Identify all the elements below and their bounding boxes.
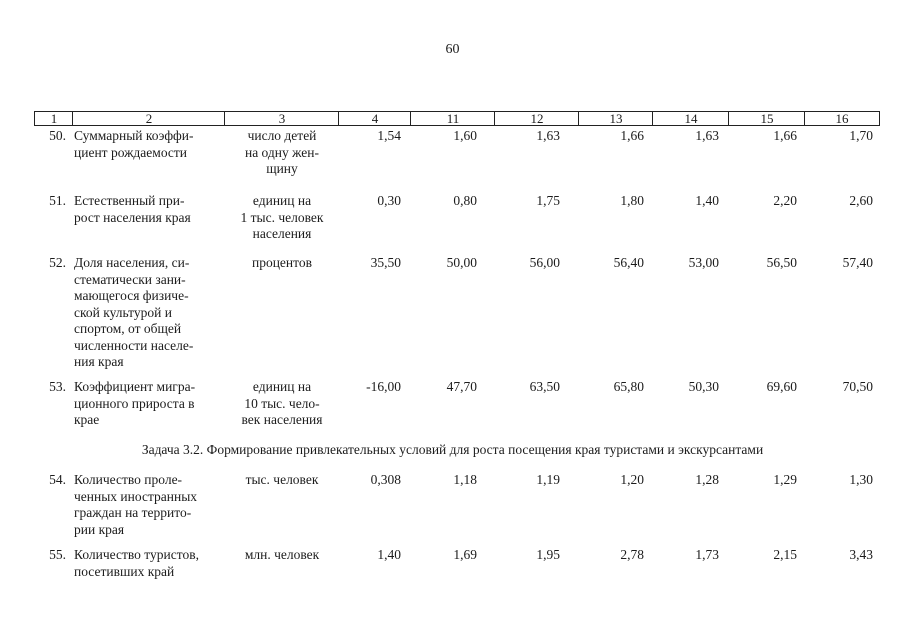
value-cell: 1,60 — [453, 128, 477, 143]
row-number: 50. — [49, 128, 66, 143]
value-cell: 47,70 — [446, 379, 477, 394]
header-cell: 13 — [609, 111, 623, 126]
value-cell: 0,30 — [377, 193, 401, 208]
indicator-name: Количество проле- ченных иностранных граждан на террито- рии края — [74, 472, 198, 537]
page-number: 60 — [445, 42, 460, 57]
row-number: 54. — [49, 472, 66, 487]
value-cell: 56,50 — [766, 255, 797, 270]
header-cell: 4 — [371, 111, 379, 126]
header-divider — [224, 111, 225, 126]
unit-of-measure: процентов — [251, 255, 312, 270]
header-divider — [652, 111, 653, 126]
header-divider — [72, 111, 73, 126]
value-cell: 1,19 — [536, 472, 560, 487]
header-cell: 16 — [835, 111, 849, 126]
row-number: 53. — [49, 379, 66, 394]
value-cell: 1,20 — [620, 472, 644, 487]
value-cell: 1,29 — [773, 472, 797, 487]
value-cell: 70,50 — [842, 379, 873, 394]
header-divider — [410, 111, 411, 126]
value-cell: 1,40 — [695, 193, 719, 208]
unit-of-measure: единиц на 1 тыс. человек населения — [240, 193, 324, 241]
unit-of-measure: млн. человек — [244, 547, 320, 562]
header-cell: 3 — [278, 111, 286, 126]
unit-of-measure: тыс. человек — [245, 472, 319, 487]
value-cell: 56,00 — [529, 255, 560, 270]
value-cell: 0,308 — [370, 472, 401, 487]
value-cell: 1,66 — [773, 128, 797, 143]
value-cell: 3,43 — [849, 547, 873, 562]
header-cell: 11 — [446, 111, 460, 126]
value-cell: 2,60 — [849, 193, 873, 208]
header-divider — [338, 111, 339, 126]
value-cell: 1,54 — [377, 128, 401, 143]
value-cell: 0,80 — [453, 193, 477, 208]
value-cell: 1,75 — [536, 193, 560, 208]
value-cell: 1,40 — [377, 547, 401, 562]
table-header-row — [34, 111, 880, 126]
value-cell: 69,60 — [766, 379, 797, 394]
header-divider — [578, 111, 579, 126]
header-cell: 12 — [530, 111, 544, 126]
value-cell: 1,73 — [695, 547, 719, 562]
value-cell: 1,95 — [536, 547, 560, 562]
value-cell: 1,69 — [453, 547, 477, 562]
value-cell: -16,00 — [366, 379, 401, 394]
value-cell: 65,80 — [613, 379, 644, 394]
value-cell: 1,63 — [695, 128, 719, 143]
row-number: 51. — [49, 193, 66, 208]
header-divider — [728, 111, 729, 126]
value-cell: 63,50 — [529, 379, 560, 394]
value-cell: 1,30 — [849, 472, 873, 487]
indicator-name: Количество туристов, посетивших край — [74, 547, 199, 579]
value-cell: 35,50 — [370, 255, 401, 270]
value-cell: 1,80 — [620, 193, 644, 208]
value-cell: 1,28 — [695, 472, 719, 487]
header-divider — [494, 111, 495, 126]
indicator-name: Суммарный коэффи- циент рождаемости — [74, 128, 194, 160]
indicator-name: Естественный при- рост населения края — [74, 193, 191, 225]
value-cell: 53,00 — [688, 255, 719, 270]
value-cell: 56,40 — [613, 255, 644, 270]
header-cell: 1 — [50, 111, 58, 126]
value-cell: 50,00 — [446, 255, 477, 270]
value-cell: 2,78 — [620, 547, 644, 562]
value-cell: 1,18 — [453, 472, 477, 487]
header-cell: 15 — [760, 111, 774, 126]
header-cell: 14 — [684, 111, 698, 126]
value-cell: 1,66 — [620, 128, 644, 143]
value-cell: 2,15 — [773, 547, 797, 562]
value-cell: 1,63 — [536, 128, 560, 143]
row-number: 55. — [49, 547, 66, 562]
value-cell: 2,20 — [773, 193, 797, 208]
unit-of-measure: число детей на одну жен- щину — [244, 128, 320, 176]
unit-of-measure: единиц на 10 тыс. чело- век населения — [241, 379, 323, 427]
value-cell: 50,30 — [688, 379, 719, 394]
indicator-name: Доля населения, си- стематически зани- мающегося физиче- ской культурой и спортом, от общей численности населе- ния края — [74, 255, 194, 369]
row-number: 52. — [49, 255, 66, 270]
value-cell: 57,40 — [842, 255, 873, 270]
indicator-name: Коэффициент мигра- ционного прироста в крае — [74, 379, 196, 427]
section-title: Задача 3.2. Формирование привлекательных условий для роста посещения края туристами и экскурсантами — [141, 442, 764, 457]
header-divider — [804, 111, 805, 126]
value-cell: 1,70 — [849, 128, 873, 143]
header-cell: 2 — [145, 111, 153, 126]
